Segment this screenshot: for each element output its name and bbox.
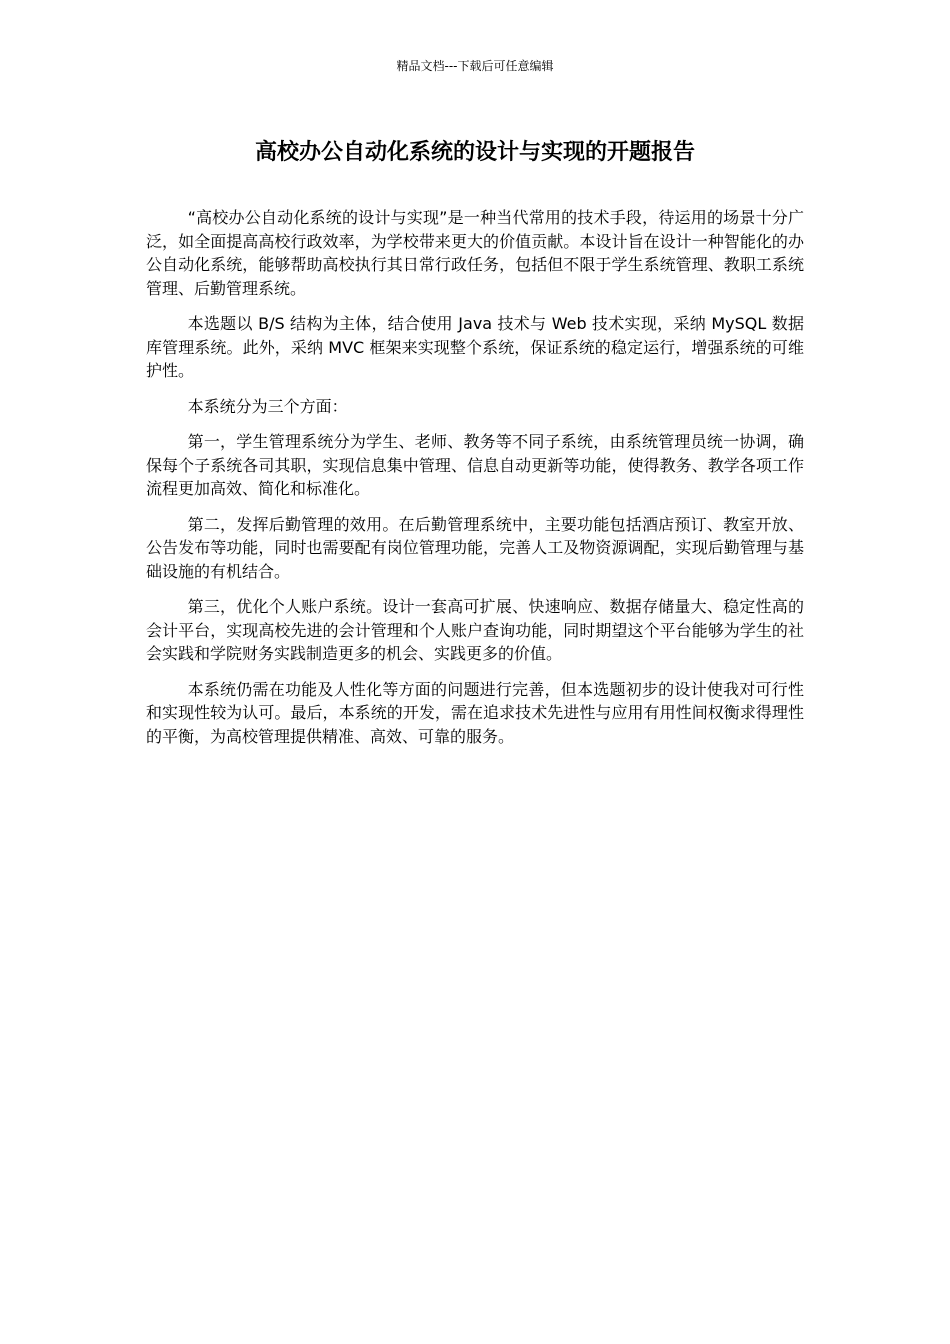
- document-title: 高校办公自动化系统的设计与实现的开题报告: [254, 140, 695, 165]
- paragraph-architecture: 本选题以 B/S 结构为主体，结合使用 Java 技术与 Web 技术实现，采纳 MySQL 数据库管理系统。此外，采纳 MVC 框架来实现整个系统，保证系统的稳定运行，增强系统的可维护性。: [146, 314, 804, 380]
- document-body: [146, 206, 804, 760]
- paragraph-point-three: 第三，优化个人账户系统。设计一套高可扩展、快速响应、数据存储量大、稳定性高的会计平台，实现高校先进的会计管理和个人账户查询功能，同时期望这个平台能够为学生的社会实践和学院财务实践制造更多的机会、实践更多的价值。: [146, 597, 804, 663]
- header-note: 精品文档---下载后可任意编辑: [396, 59, 554, 73]
- paragraph-intro: “高校办公自动化系统的设计与实现”是一种当代常用的技术手段，待运用的场景十分广泛，如全面提高高校行政效率，为学校带来更大的价值贡献。本设计旨在设计一种智能化的办公自动化系统，能够帮助高校执行其日常行政任务，包括但不限于学生系统管理、教职工系统管理、后勤管理系统。: [146, 208, 804, 298]
- paragraph-conclusion: 本系统仍需在功能及人性化等方面的问题进行完善，但本选题初步的设计使我对可行性和实现性较为认可。最后，本系统的开发，需在追求技术先进性与应用有用性间权衡求得理性的平衡，为高校管理提供精准、高效、可靠的服务。: [146, 679, 804, 746]
- paragraph-point-one: 第一，学生管理系统分为学生、老师、教务等不同子系统，由系统管理员统一协调，确保每个子系统各司其职，实现信息集中管理、信息自动更新等功能，使得教务、教学各项工作流程更加高效、简化和标准化。: [146, 432, 804, 498]
- paragraph-overview: 本系统分为三个方面：: [187, 396, 348, 416]
- paragraph-point-two: 第二，发挥后勤管理的效用。在后勤管理系统中，主要功能包括酒店预订、教室开放、公告发布等功能，同时也需要配有岗位管理功能，完善人工及物资源调配，实现后勤管理与基础设施的有机结合。: [146, 514, 804, 581]
